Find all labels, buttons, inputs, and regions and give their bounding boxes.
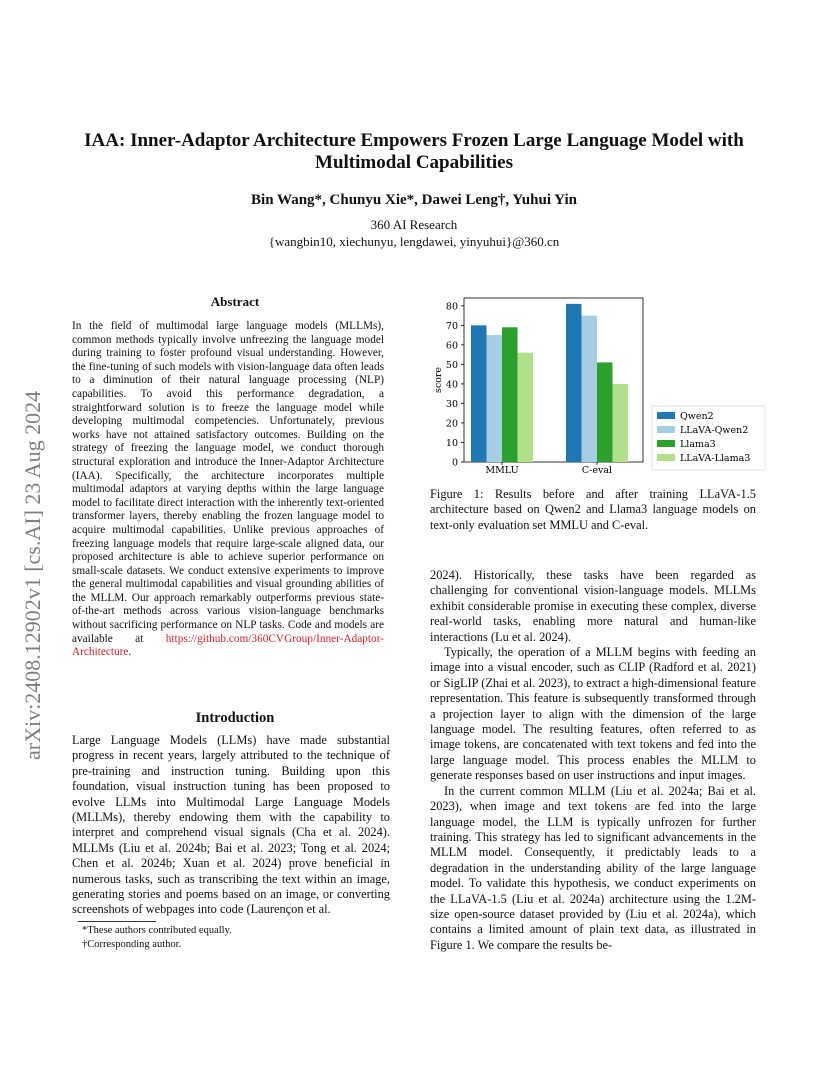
title-line-2: Multimodal Capabilities	[315, 152, 513, 173]
title-line-1: IAA: Inner-Adaptor Architecture Empowers Frozen Large Language Model with	[84, 130, 744, 151]
abstract-end: .	[128, 646, 132, 659]
affiliation: 360 AI Research	[370, 217, 458, 232]
bar	[582, 316, 598, 462]
bar	[502, 327, 518, 462]
footnote-equal-contribution: *These authors contributed equally.	[82, 925, 232, 936]
y-tick-label: 50	[445, 359, 458, 371]
paragraph-history: 2024). Historically, these tasks have been regarded as challenging for conventional vision-language models. MLLMs exhibit considerable promise in executing these complex, diverse real-world tasks, enabling more natural and human-like interactions (Lu et al. 2024).	[430, 568, 756, 644]
legend-label: Llama3	[680, 439, 716, 450]
introduction-text: Large Language Models (LLMs) have made substantial progress in recent years, largely attributed to the technique of pre-training and instruction tuning. Building upon this foundation, visual instruction tuning has been proposed to evolve LLMs into Multimodal Large Language Models (MLLMs), thereby endowing them with the capability to interpret and comprehend visual signals (Cha et al. 2024). MLLMs (Liu et al. 2024b; Bai et al. 2023; Tong et al. 2024; Chen et al. 2024b; Xuan et al. 2024) prove beneficial in numerous tasks, such as transcribing the text within an image, generating stories and poems based on an image, or converting screenshots of webpages into code (Laurençon et al.	[72, 733, 390, 917]
code-link[interactable]: https://github.com/360CVGroup/Inner-Adaptor-Architecture	[72, 632, 385, 659]
y-tick-label: 40	[445, 379, 458, 391]
bar	[613, 384, 629, 462]
arxiv-stamp: arXiv:2408.12902v1 [cs.AI] 23 Aug 2024	[20, 390, 45, 760]
y-tick-label: 20	[445, 418, 458, 430]
author-list: Bin Wang*, Chunyu Xie*, Dawei Leng†, Yuhui Yin	[251, 192, 577, 208]
paragraph-mllm-operation: Typically, the operation of a MLLM begins with feeding an image into a visual encoder, such as CLIP (Radford et al. 2021) or SigLIP (Zhai et al. 2023), to extract a high-dimensional feature representation. This feature is subsequently transformed through a projection layer to align with the dimension of the large language model. The resulting features, often referred to as image tokens, are concatenated with text tokens and fed into the large language model. This process enables the MLLM to generate responses based on user instructions and input images.	[430, 645, 756, 783]
abstract-heading: Abstract	[210, 294, 260, 309]
legend-label: LLaVA-Llama3	[680, 453, 751, 464]
introduction-heading: Introduction	[195, 710, 275, 726]
y-axis-label: score	[433, 366, 444, 394]
footnote-corresponding: †Corresponding author.	[82, 939, 182, 950]
legend-swatch	[657, 426, 675, 433]
legend-swatch	[657, 412, 675, 419]
abstract-body	[72, 320, 384, 660]
right-column-text	[430, 568, 756, 953]
paragraph-common-mllm: In the current common MLLM (Liu et al. 2024a; Bai et al. 2023), when image and text tokens are fed into the large language model, the LLM is typically unfrozen for further training. This strategy has led to significant advancements in the MLLM model. Consequently, it predictably leads to a degradation in the understanding ability of the large language model. To validate this hypothesis, we conduct experiments on the LLaVA-1.5 (Liu et al. 2024a) architecture using the 1.2M-size open-source dataset provided by (Liu et al. 2024a), which contains a limited amount of plain text data, as illustrated in Figure 1. We compare the results be-	[430, 783, 756, 952]
bar	[471, 325, 487, 462]
y-tick-label: 10	[445, 437, 458, 449]
legend-label: Qwen2	[680, 411, 714, 422]
bar	[518, 353, 534, 462]
y-tick-label: 70	[445, 320, 458, 332]
bar	[487, 335, 503, 462]
y-tick-label: 60	[445, 340, 458, 352]
abstract-text: In the field of multimodal large language models (MLLMs), common methods typically involve unfreezing the language model during training to foster profound visual understanding. However, the fine-tuning of such models with vision-language data often leads to a diminution of their natural language processing (NLP) capabilities. To avoid this performance degradation, a straightforward solution is to freeze the language model while developing multimodal competencies. Unfortunately, previous works have not attained satisfactory outcomes. Building on the strategy of freezing the language model, we conduct thorough structural exploration and introduce the Inner-Adaptor Architecture (IAA). Specifically, the architecture incorporates multiple multimodal adaptors at varying depths within the large language model to facilitate direct interaction with the inherently text-oriented transformer layers, thereby enabling the frozen language model to acquire multimodal capabilities. Unlike previous approaches of freezing language models that require large-scale aligned data, our proposed architecture is able to achieve superior performance on small-scale datasets. We conduct extensive experiments to improve the general multimodal capabilities and visual grounding abilities of the MLLM. Our approach remarkably outperforms previous state-of-the-art methods across various vision-language benchmarks without sacrificing performance on NLP tasks. Code and models are available at	[72, 320, 384, 645]
paper-title	[40, 130, 788, 174]
y-tick-label: 30	[445, 398, 458, 410]
bar	[566, 304, 582, 462]
legend-label: LLaVA-Qwen2	[680, 425, 749, 436]
y-tick-label: 0	[451, 457, 458, 469]
figure-1-chart	[428, 296, 768, 478]
legend-swatch	[657, 440, 675, 447]
x-tick-label: C-eval	[581, 465, 613, 476]
author-emails: {wangbin10, xiechunyu, lengdawei, yinyuhui}@360.cn	[268, 234, 560, 249]
y-tick-label: 80	[445, 301, 458, 313]
figure-1-caption: Figure 1: Results before and after training LLaVA-1.5 architecture based on Qwen2 and Llama3 language models on text-only evaluation set MMLU and C-eval.	[430, 487, 756, 532]
bar	[597, 362, 613, 462]
footnote-rule	[78, 921, 156, 922]
legend-swatch	[657, 454, 675, 461]
x-tick-label: MMLU	[485, 465, 519, 476]
